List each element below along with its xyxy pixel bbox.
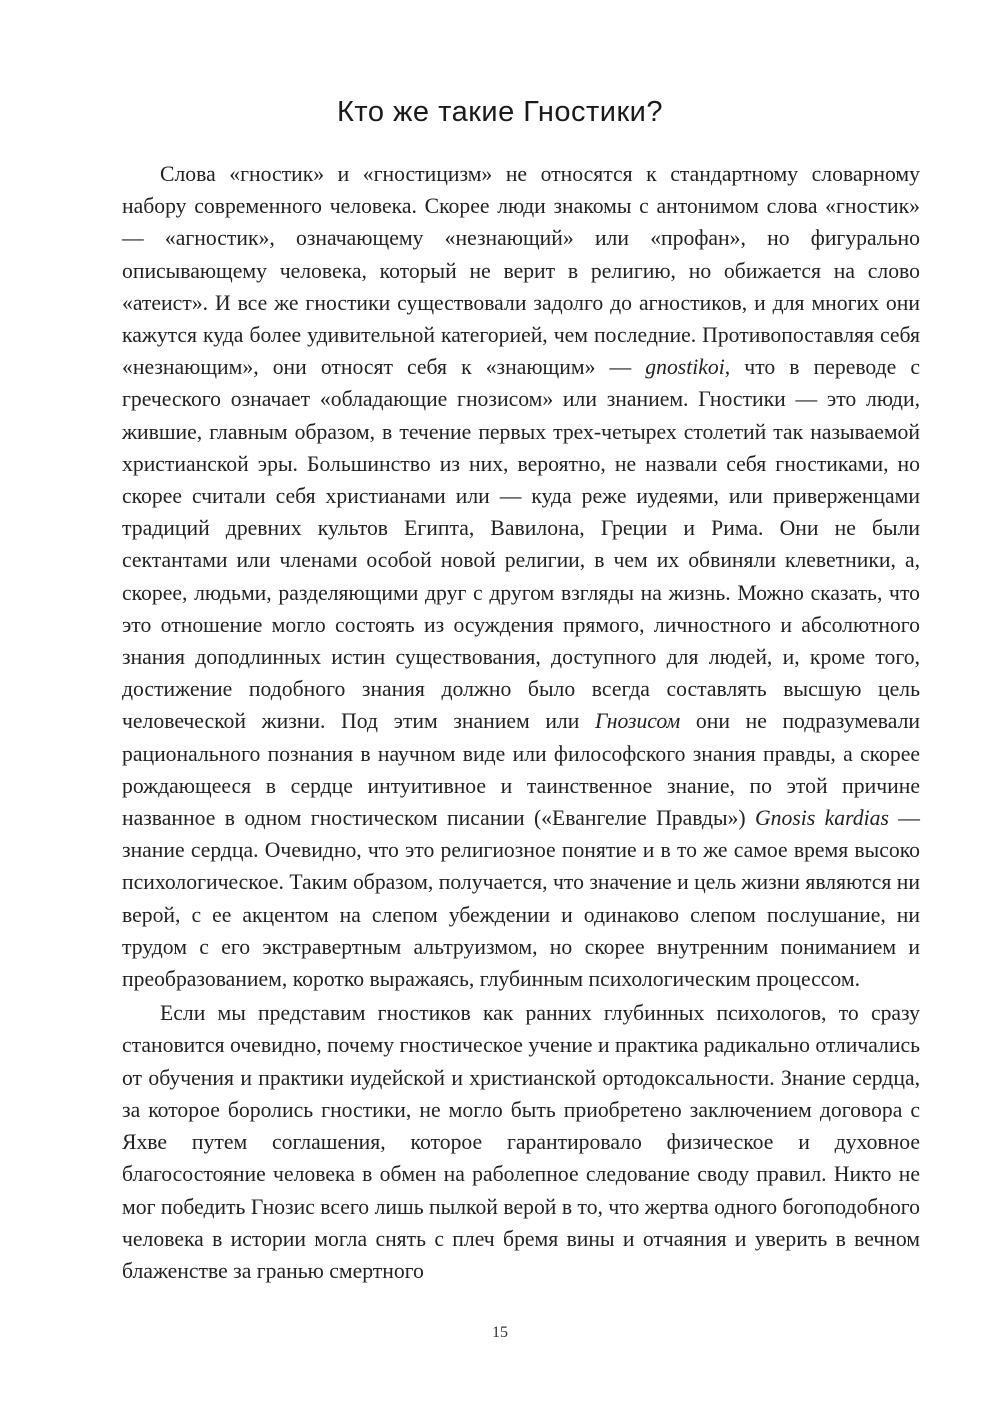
page-number: 15: [492, 1324, 508, 1341]
paragraph-1: [122, 158, 920, 995]
paragraph-1-part-4: — знание сердца. Очевидно, что это религиозное понятие и в то же самое время высоко психологическое. Таким образом, получается, что значение и цель жизни являются ни верой, с ее акцентом на слепом убеждении и одинаково слепом послушание, ни трудом с его экстравертным альтруизмом, но скорее внутренним пониманием и преобразованием, коротко выражаясь, глубинным психологическим процессом.: [122, 806, 920, 992]
chapter-title: Кто же такие Гностики?: [337, 96, 663, 128]
paragraph-1-part-3: они не подразумевали рационального познания в научном виде или философского знания правды, а скорее рождающееся в сердце интуитивное и таинственное знание, по этой причине названное в одном гностическом писании («Евангелие Правды»): [122, 709, 920, 831]
body-text: [122, 158, 920, 1287]
paragraph-2: Если мы представим гностиков как ранних глубинных психологов, то сразу становится очевидно, почему гностическое учение и практика радикально отличались от обучения и практики иудейской и христианской ортодоксальности. Знание сердца, за которое боролись гностики, не могло быть приобретено заключением договора с Яхве путем соглашения, которое гарантировало физическое и духовное благосостояние человека в обмен на раболепное следование своду правил. Никто не мог победить Гнозис всего лишь пылкой верой в то, что жертва одного богоподобного человека в истории могла снять с плеч бремя вины и отчаяния и уверить в вечном блаженстве за гранью смертного: [122, 1001, 920, 1283]
paragraph-1-part-2: , что в переводе с греческого означает «обладающие гнозисом» или знанием. Гностики — это люди, жившие, главным образом, в течение первых трех-четырех столетий так называемой христианской эры. Большинство из них, вероятно, не назвали себя гностиками, но скорее считали себя христианами или — куда реже иудеями, или приверженцами традиций древних культов Египта, Вавилона, Греции и Рима. Они не были сектантами или членами особой новой религии, в чем их обвиняли клеветники, а, скорее, людьми, разделяющими друг с другом взгляды на жизнь. Можно сказать, что это отношение могло состоять из осуждения прямого, личностного и абсолютного знания доподлинных истин существования, доступного для людей, и, кроме того, достижение подобного знания должно было всегда составлять высшую цель человеческой жизни. Под этим знанием или: [122, 355, 921, 734]
term-gnosis: Гнозисом: [595, 709, 681, 734]
term-gnosis-kardias: Gnosis kardias: [755, 806, 889, 831]
paragraph-1-part-1: Слова «гностик» и «гностицизм» не относятся к стандартному словарному набору современного человека. Скорее люди знакомы с антонимом слова «гностик» — «агностик», означающему «незнающий» или «профан», но фигурально описывающему человека, который не верит в религию, но обижается на слово «атеист». И все же гностики существовали задолго до агностиков, и для многих они кажутся куда более удивительной категорией, чем последние. Противопоставляя себя «незнающим», они относят себя к «знающим» —: [122, 162, 920, 380]
term-gnostikoi: gnostikoi: [645, 355, 725, 380]
